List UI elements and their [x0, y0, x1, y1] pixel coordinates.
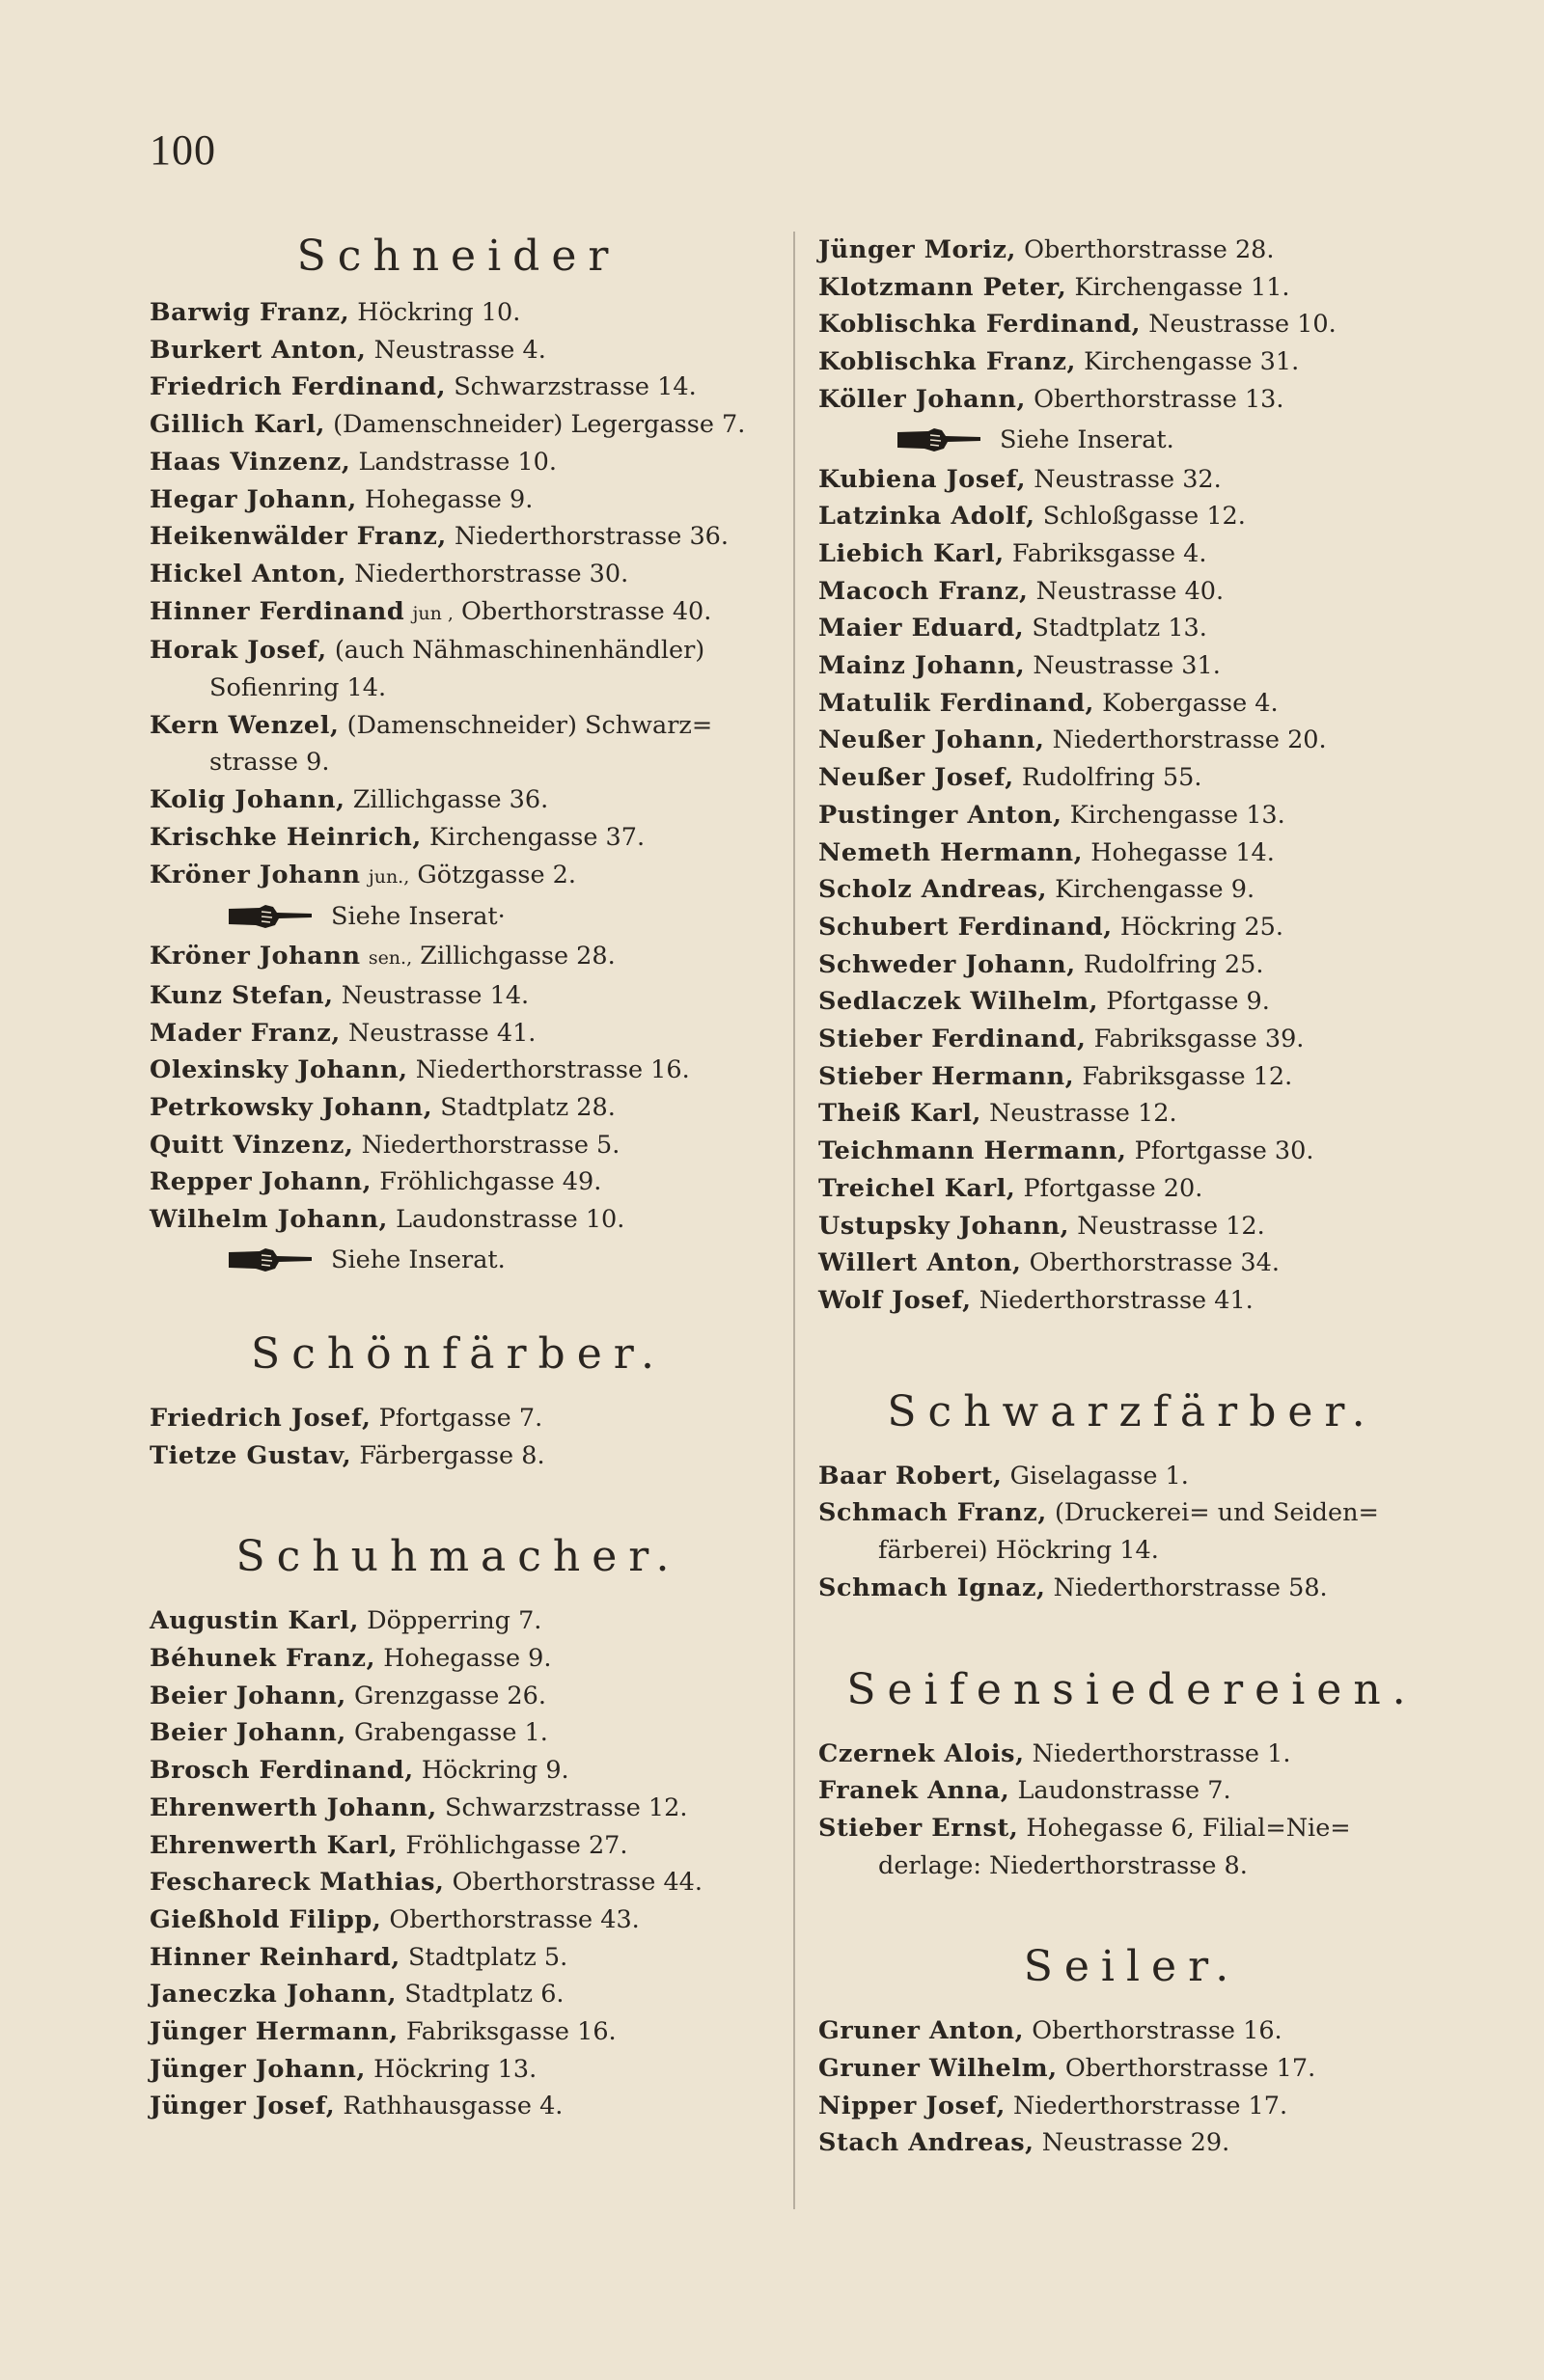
entry-suffix: sen., — [368, 947, 413, 970]
entry-address: Hohegasse 14. — [1090, 837, 1275, 867]
directory-entry — [150, 1790, 767, 1827]
entry-name: Brosch Ferdinand, — [150, 1756, 414, 1786]
entry-name: Liebich Karl, — [818, 538, 1005, 568]
entry-name: Koblischka Ferdinand, — [818, 310, 1142, 340]
directory-entry — [150, 1976, 767, 2013]
entry-name: Gruner Anton, — [818, 2016, 1025, 2046]
entry-address: Kirchengasse 37. — [429, 822, 646, 852]
section-heading-schuhmacher: Schuhmacher. — [235, 1532, 681, 1582]
schuhmacher-list — [150, 1602, 767, 2125]
entry-address: Pfortgasse 30. — [1134, 1136, 1314, 1166]
entry-suffix: jun., — [368, 865, 410, 888]
entry-address: Pfortgasse 7. — [378, 1403, 543, 1433]
entry-suffix: jun , — [412, 602, 454, 624]
entry-name: Czernek Alois, — [818, 1738, 1025, 1768]
directory-entry — [150, 632, 767, 706]
entry-name: Willert Anton, — [818, 1248, 1022, 1278]
entry-name: Jünger Moriz, — [818, 235, 1017, 264]
entry-name: Neußer Johann, — [818, 725, 1045, 755]
directory-entry — [818, 1058, 1446, 1096]
entry-address: Döpperring 7. — [367, 1606, 542, 1636]
entry-name: Kubiena Josef, — [818, 464, 1027, 494]
directory-entry — [818, 871, 1446, 909]
entry-address: Neustrasse 29. — [1041, 2128, 1230, 2158]
section-heading-seiler: Seiler. — [1023, 1942, 1241, 1992]
entry-name: Klotzmann Peter, — [818, 272, 1067, 302]
directory-entry — [150, 332, 767, 369]
page-number: 100 — [150, 126, 216, 174]
entry-address: Fabriksgasse 16. — [405, 2017, 617, 2047]
entry-name: Haas Vinzenz, — [150, 447, 351, 477]
entry-name: Franek Anna, — [818, 1776, 1010, 1806]
entry-address: Oberthorstrasse 40. — [461, 596, 712, 626]
entry-address: Zillichgasse 36. — [352, 785, 549, 815]
entry-name: Köller Johann, — [818, 384, 1027, 414]
entry-address: Stadtplatz 5. — [407, 1942, 568, 1972]
inserat-note — [150, 1239, 767, 1281]
entry-address: Fröhlichgasse 27. — [405, 1830, 628, 1860]
entry-address: Giselagasse 1. — [1009, 1461, 1189, 1491]
entry-address: Stadtplatz 6. — [404, 1980, 565, 2010]
directory-entry — [150, 1437, 767, 1475]
entry-name: Schmach Franz, — [818, 1498, 1047, 1528]
entry-address: Fabriksgasse 12. — [1082, 1061, 1293, 1091]
section-heading-schoenfaerber: Schönfärber. — [251, 1328, 666, 1379]
entry-address: Hohegasse 9. — [383, 1643, 552, 1673]
entry-name: Hinner Reinhard, — [150, 1942, 400, 1972]
entry-name: Beier Johann, — [150, 1718, 346, 1748]
entry-name: Jünger Hermann, — [150, 2017, 399, 2047]
entry-name: Ehrenwerth Johann, — [150, 1792, 437, 1822]
entry-address: Grabengasse 1. — [354, 1718, 548, 1748]
entry-name: Ustupsky Johann, — [818, 1211, 1070, 1241]
directory-entry — [818, 685, 1446, 723]
entry-address: Laudonstrasse 10. — [396, 1205, 625, 1235]
directory-entry — [150, 406, 767, 444]
directory-entry — [818, 2050, 1446, 2088]
entry-name: Horak Josef, — [150, 636, 327, 666]
seifensiedereien-list — [818, 1736, 1446, 1885]
seiler-list — [818, 2012, 1446, 2162]
column-divider — [793, 232, 795, 2209]
entry-address: Fabriksgasse 4. — [1011, 538, 1207, 568]
entry-address: Niederthorstrasse 16. — [415, 1055, 690, 1085]
entry-address: Neustrasse 31. — [1033, 651, 1221, 681]
directory-entry — [150, 938, 767, 977]
directory-entry — [818, 1208, 1446, 1245]
entry-address: Niederthorstrasse 17. — [1013, 2091, 1288, 2120]
entry-address: Niederthorstrasse 58. — [1053, 1573, 1328, 1602]
inserat-label: Siehe Inserat. — [1000, 424, 1174, 454]
entry-name: Schmach Ignaz, — [818, 1573, 1046, 1602]
directory-entry — [818, 1282, 1446, 1320]
directory-entry — [818, 1494, 1446, 1569]
directory-entry — [818, 381, 1446, 419]
entry-name: Macoch Franz, — [818, 576, 1029, 606]
entry-address: Färbergasse 8. — [359, 1440, 545, 1470]
entry-address: Pfortgasse 9. — [1106, 987, 1270, 1017]
entry-address: Rudolfring 25. — [1083, 949, 1264, 979]
directory-entry — [818, 1095, 1446, 1133]
entry-name: Jünger Johann, — [150, 2054, 367, 2084]
directory-entry — [818, 983, 1446, 1021]
directory-entry — [818, 232, 1446, 269]
directory-entry — [818, 1021, 1446, 1058]
directory-entry — [150, 819, 767, 857]
directory-entry — [818, 1736, 1446, 1773]
directory-entry — [818, 535, 1446, 573]
entry-name: Wolf Josef, — [818, 1285, 972, 1315]
directory-entry — [818, 722, 1446, 759]
entry-name: Mader Franz, — [150, 1018, 341, 1048]
entry-name: Augustin Karl, — [150, 1606, 360, 1636]
entry-name: Ehrenwerth Karl, — [150, 1830, 399, 1860]
entry-name: Hinner Ferdinand — [150, 596, 405, 626]
entry-name: Jünger Josef, — [150, 2092, 336, 2121]
section-heading-schneider: Schneider — [296, 232, 620, 281]
pointing-hand-icon — [227, 1247, 314, 1272]
entry-address: (Damenschneider) Legergasse 7. — [333, 410, 746, 440]
directory-entry — [818, 269, 1446, 307]
entry-name: Kern Wenzel, — [150, 710, 340, 740]
schuhmacher-list-cont — [818, 232, 1446, 419]
entry-name: Koblischka Franz, — [818, 347, 1077, 377]
directory-entry — [150, 781, 767, 819]
entry-address: Fröhlichgasse 49. — [379, 1167, 602, 1197]
pointing-hand-icon — [896, 427, 982, 452]
entry-address: Neustrasse 32. — [1034, 464, 1222, 494]
entry-name: Krischke Heinrich, — [150, 822, 422, 852]
directory-entry — [150, 2088, 767, 2125]
directory-entry — [818, 797, 1446, 834]
directory-entry — [150, 1678, 767, 1715]
directory-entry — [818, 498, 1446, 535]
entry-name: Béhunek Franz, — [150, 1643, 376, 1673]
schoenfaerber-list — [150, 1400, 767, 1474]
entry-name: Kolig Johann, — [150, 785, 345, 815]
section-heading-seifensiedereien: Seifensiedereien. — [846, 1664, 1418, 1714]
directory-entry — [818, 610, 1446, 647]
directory-entry — [818, 1458, 1446, 1495]
entry-address: Rathhausgasse 4. — [343, 2092, 564, 2121]
directory-entry — [150, 857, 767, 896]
entry-name: Olexinsky Johann, — [150, 1055, 408, 1085]
directory-entry — [150, 977, 767, 1015]
directory-entry — [150, 1939, 767, 1977]
entry-address: Oberthorstrasse 28. — [1024, 235, 1275, 264]
directory-entry — [818, 759, 1446, 797]
directory-entry — [150, 1052, 767, 1089]
entry-name: Teichmann Hermann, — [818, 1136, 1127, 1166]
schwarzfaerber-list — [818, 1458, 1446, 1607]
entry-name: Matulik Ferdinand, — [818, 688, 1094, 718]
directory-entry — [818, 573, 1446, 611]
directory-entry — [818, 343, 1446, 381]
directory-entry — [150, 1015, 767, 1053]
schneider-list — [150, 294, 767, 895]
entry-address: Niederthorstrasse 36. — [454, 522, 730, 552]
directory-entry — [150, 1400, 767, 1437]
entry-name: Mainz Johann, — [818, 651, 1026, 681]
entry-address: Rudolfring 55. — [1021, 763, 1202, 793]
entry-name: Beier Johann, — [150, 1681, 346, 1710]
entry-address: (auch Nähmaschinenhändler) Sofienring 14. — [209, 636, 705, 703]
schneider-list-cont — [150, 938, 767, 1239]
entry-address: Höckring 9. — [421, 1756, 569, 1786]
entry-name: Feschareck Mathias, — [150, 1868, 445, 1898]
directory-entry — [150, 1089, 767, 1127]
entry-name: Theiß Karl, — [818, 1099, 981, 1129]
pointing-hand-icon — [227, 904, 314, 929]
entry-address: Höckring 10. — [357, 298, 521, 327]
entry-name: Hegar Johann, — [150, 484, 357, 514]
entry-address: Neustrasse 41. — [347, 1018, 537, 1048]
directory-entry — [150, 1602, 767, 1640]
entry-address: Oberthorstrasse 44. — [452, 1868, 703, 1898]
entry-name: Treichel Karl, — [818, 1173, 1016, 1203]
directory-entry — [818, 946, 1446, 984]
entry-address: Niederthorstrasse 20. — [1052, 725, 1327, 755]
directory-entry — [150, 294, 767, 332]
entry-address: Schwarzstrasse 14. — [454, 372, 697, 402]
entry-address: Neustrasse 14. — [341, 980, 530, 1010]
directory-entry — [818, 461, 1446, 499]
directory-entry — [150, 1201, 767, 1239]
directory-entry — [818, 1810, 1446, 1884]
directory-entry — [150, 1127, 767, 1164]
entry-address: Niederthorstrasse 5. — [361, 1130, 620, 1160]
entry-name: Gillich Karl, — [150, 410, 325, 440]
entry-address: Neustrasse 10. — [1148, 310, 1337, 340]
entry-name: Kröner Johann — [150, 942, 361, 971]
directory-entry — [150, 481, 767, 519]
section-heading-schwarzfaerber: Schwarzfärber. — [887, 1386, 1377, 1436]
directory-entry — [150, 1752, 767, 1790]
entry-name: Schweder Johann, — [818, 949, 1076, 979]
entry-name: Scholz Andreas, — [818, 875, 1048, 905]
entry-address: Neustrasse 12. — [1077, 1211, 1265, 1241]
entry-address: Kirchengasse 9. — [1055, 875, 1255, 905]
entry-address: (Damenschneider) Schwarz= strasse 9. — [209, 710, 713, 778]
entry-name: Hickel Anton, — [150, 559, 347, 588]
entry-address: Neustrasse 4. — [373, 335, 546, 365]
inserat-note — [150, 895, 767, 938]
entry-address: Zillichgasse 28. — [420, 942, 616, 971]
entry-name: Gruner Wilhelm, — [818, 2054, 1058, 2084]
directory-entry — [818, 2124, 1446, 2162]
entry-name: Barwig Franz, — [150, 298, 350, 327]
entry-name: Quitt Vinzenz, — [150, 1130, 354, 1160]
entry-address: Niederthorstrasse 41. — [979, 1285, 1254, 1315]
entry-address: Oberthorstrasse 17. — [1064, 2054, 1316, 2084]
directory-entry — [818, 647, 1446, 685]
directory-entry — [150, 1163, 767, 1201]
directory-entry — [818, 2088, 1446, 2125]
entry-address: Schwarzstrasse 12. — [444, 1792, 688, 1822]
entry-address: Neustrasse 12. — [989, 1099, 1177, 1129]
entry-address: Hohegasse 9. — [365, 484, 534, 514]
entry-name: Pustinger Anton, — [818, 800, 1062, 830]
directory-entry — [818, 1772, 1446, 1810]
entry-name: Stieber Hermann, — [818, 1061, 1075, 1091]
directory-entry — [150, 369, 767, 406]
entry-address: Kobergasse 4. — [1102, 688, 1279, 718]
directory-entry — [150, 2013, 767, 2051]
entry-address: Schloßgasse 12. — [1042, 502, 1246, 532]
directory-entry — [150, 2051, 767, 2089]
entry-address: Kirchengasse 13. — [1069, 800, 1285, 830]
directory-entry — [150, 1901, 767, 1939]
schuhmacher-list-cont2 — [818, 461, 1446, 1320]
directory-entry — [150, 1827, 767, 1865]
directory-entry — [150, 1864, 767, 1901]
entry-address: Landstrasse 10. — [358, 447, 557, 477]
entry-address: (Druckerei= und Seiden= färberei) Höckring 14. — [878, 1498, 1379, 1566]
directory-entry — [818, 1245, 1446, 1282]
entry-name: Stieber Ernst, — [818, 1813, 1019, 1843]
directory-entry — [150, 556, 767, 593]
entry-address: Grenzgasse 26. — [354, 1681, 546, 1710]
entry-name: Friedrich Ferdinand, — [150, 372, 447, 402]
entry-address: Kirchengasse 11. — [1074, 272, 1290, 302]
directory-entry — [150, 444, 767, 481]
directory-entry — [150, 1714, 767, 1752]
entry-name: Nemeth Hermann, — [818, 837, 1084, 867]
entry-address: Hohegasse 6, Filial=Nie= derlage: Niederthorstrasse 8. — [878, 1813, 1351, 1880]
directory-entry — [818, 1170, 1446, 1208]
entry-name: Schubert Ferdinand, — [818, 912, 1113, 942]
entry-address: Pfortgasse 20. — [1023, 1173, 1203, 1203]
entry-address: Höckring 25. — [1119, 912, 1283, 942]
directory-entry — [818, 909, 1446, 946]
entry-address: Fabriksgasse 39. — [1093, 1025, 1305, 1054]
directory-entry — [818, 834, 1446, 872]
entry-address: Oberthorstrasse 43. — [389, 1904, 640, 1934]
entry-name: Burkert Anton, — [150, 335, 367, 365]
directory-entry — [818, 2012, 1446, 2050]
entry-name: Stieber Ferdinand, — [818, 1025, 1087, 1054]
entry-name: Nipper Josef, — [818, 2091, 1006, 2120]
directory-entry — [150, 593, 767, 633]
directory-entry — [150, 707, 767, 781]
directory-entry — [150, 518, 767, 556]
entry-name: Friedrich Josef, — [150, 1403, 372, 1433]
left-column — [150, 232, 767, 2125]
entry-name: Kröner Johann — [150, 860, 361, 889]
entry-name: Sedlaczek Wilhelm, — [818, 987, 1099, 1017]
inserat-label: Siehe Inserat· — [331, 902, 506, 932]
entry-name: Kunz Stefan, — [150, 980, 334, 1010]
entry-name: Janeczka Johann, — [150, 1980, 398, 2010]
entry-address: Stadtplatz 13. — [1032, 614, 1207, 643]
entry-address: Oberthorstrasse 16. — [1032, 2016, 1282, 2046]
entry-name: Wilhelm Johann, — [150, 1205, 388, 1235]
entry-name: Gießhold Filipp, — [150, 1904, 382, 1934]
entry-address: Götzgasse 2. — [417, 860, 577, 889]
entry-address: Oberthorstrasse 34. — [1029, 1248, 1280, 1278]
entry-address: Kirchengasse 31. — [1084, 347, 1300, 377]
entry-name: Maier Eduard, — [818, 614, 1025, 643]
entry-name: Repper Johann, — [150, 1167, 372, 1197]
entry-address: Stadtplatz 28. — [440, 1093, 616, 1123]
directory-entry — [150, 1640, 767, 1678]
entry-address: Oberthorstrasse 13. — [1034, 384, 1284, 414]
entry-address: Neustrasse 40. — [1035, 576, 1225, 606]
inserat-label: Siehe Inserat. — [331, 1245, 506, 1274]
entry-address: Höckring 13. — [373, 2054, 538, 2084]
entry-name: Latzinka Adolf, — [818, 502, 1035, 532]
entry-name: Stach Andreas, — [818, 2128, 1034, 2158]
entry-address: Laudonstrasse 7. — [1017, 1776, 1231, 1806]
entry-name: Neußer Josef, — [818, 763, 1014, 793]
entry-name: Tietze Gustav, — [150, 1440, 352, 1470]
right-column — [818, 232, 1446, 2162]
entry-name: Baar Robert, — [818, 1461, 1003, 1491]
entry-name: Heikenwälder Franz, — [150, 522, 447, 552]
directory-entry — [818, 1570, 1446, 1607]
directory-entry — [818, 1133, 1446, 1170]
entry-address: Niederthorstrasse 1. — [1032, 1738, 1291, 1768]
directory-entry — [818, 306, 1446, 343]
entry-address: Niederthorstrasse 30. — [354, 559, 629, 588]
entry-name: Petrkowsky Johann, — [150, 1093, 433, 1123]
inserat-note — [818, 419, 1446, 461]
